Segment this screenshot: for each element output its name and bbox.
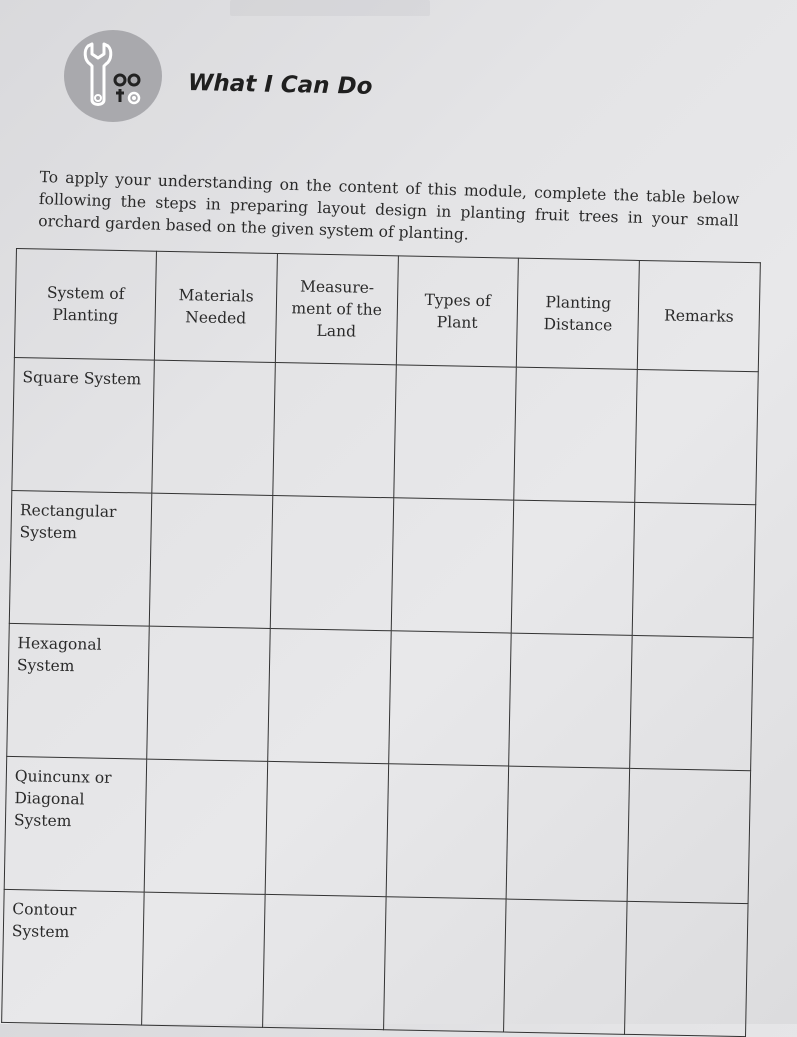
section-title: What I Can Do — [187, 70, 373, 100]
blank-cell[interactable] — [383, 897, 506, 1032]
row-label-square-system: Square System — [12, 357, 155, 493]
blank-cell[interactable] — [144, 759, 267, 894]
blank-cell[interactable] — [504, 899, 627, 1034]
instructions-paragraph — [38, 166, 740, 254]
column-header-system-of-planting: System of Planting — [14, 249, 156, 361]
row-label-rectangular-system: Rectangular System — [9, 490, 152, 626]
blank-cell[interactable] — [388, 631, 511, 766]
blank-cell[interactable] — [273, 362, 396, 497]
table-row — [12, 357, 758, 504]
wrench-tools-icon — [64, 30, 162, 122]
column-header-types-of-plant: Types of Plant — [396, 256, 519, 367]
table-header-row — [14, 249, 760, 372]
row-label-hexagonal-system: Hexagonal System — [7, 623, 150, 759]
blank-cell[interactable] — [149, 493, 272, 628]
blank-cell[interactable] — [632, 502, 755, 637]
table-row — [9, 490, 755, 637]
blank-cell[interactable] — [514, 367, 637, 502]
blank-cell[interactable] — [509, 633, 632, 768]
column-header-planting-distance: Planting Distance — [517, 258, 640, 369]
blank-cell[interactable] — [630, 635, 753, 770]
blank-cell[interactable] — [627, 768, 750, 903]
table-row — [4, 756, 750, 903]
blank-cell[interactable] — [386, 764, 509, 899]
table-row — [2, 889, 748, 1036]
planting-layout-table — [1, 248, 761, 1037]
blank-cell[interactable] — [270, 495, 393, 630]
blank-cell[interactable] — [512, 500, 635, 635]
column-header-materials-needed: Materials Needed — [155, 251, 278, 362]
blank-cell[interactable] — [268, 628, 391, 763]
what-i-can-do-badge — [64, 30, 162, 122]
blank-cell[interactable] — [393, 365, 516, 500]
blank-cell[interactable] — [142, 892, 265, 1027]
instructions-text: To apply your understanding on the content of this module, complete the table below following the steps in preparing layout design in planting fruit trees in your small orchard garden based on the given system of planting. — [37, 167, 740, 244]
column-header-measurement-of-land: Measure-ment of the Land — [275, 254, 398, 365]
blank-cell[interactable] — [147, 626, 270, 761]
blank-cell[interactable] — [635, 369, 758, 504]
planting-table-wrapper — [1, 248, 761, 1037]
blank-cell[interactable] — [625, 901, 748, 1036]
blank-cell[interactable] — [507, 766, 630, 901]
table-row — [7, 623, 753, 770]
row-label-contour-system: Contour System — [2, 889, 145, 1025]
blank-cell[interactable] — [263, 894, 386, 1029]
blank-cell[interactable] — [391, 498, 514, 633]
bleed-through-mark — [230, 0, 430, 16]
blank-cell[interactable] — [265, 761, 388, 896]
column-header-remarks: Remarks — [637, 260, 760, 371]
blank-cell[interactable] — [152, 360, 275, 495]
row-label-quincunx-system: Quincunx or Diagonal System — [4, 756, 147, 892]
